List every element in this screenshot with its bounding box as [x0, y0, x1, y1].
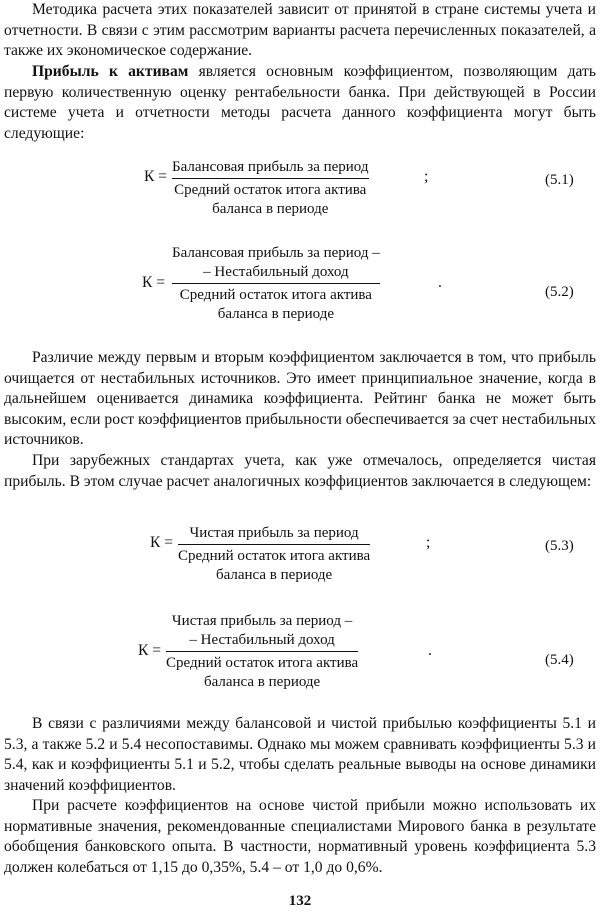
equation-number: (5.4)	[545, 652, 574, 668]
formula-k-label: К =	[144, 168, 168, 185]
fraction	[172, 244, 380, 324]
fraction	[172, 158, 369, 219]
fraction	[166, 612, 358, 692]
denominator-line1: Средний остаток итога актива	[178, 548, 371, 564]
term-profit-to-assets: Прибыль к активам	[32, 63, 189, 80]
formula-k-label: К =	[142, 274, 166, 291]
paragraph-difference: Различие между первым и вторым коэффициентом заключается в том, что прибыль очищается от нестабильных источников. Это имеет принципиальное значение, когда в дальнейшем оценивается динамика коэффициента. Рейтинг банка не может быть высоким, если рост коэффициентов прибыльности обеспечивается за счет нестабильных источников.	[4, 349, 596, 449]
denominator-line1: Средний остаток итога актива	[166, 655, 359, 671]
equation-number: (5.2)	[545, 284, 574, 300]
numerator: Балансовая прибыль за период	[172, 158, 369, 179]
denominator-line1: Средний остаток итога актива	[179, 287, 372, 303]
page-number: 132	[288, 893, 312, 909]
equation-number: (5.1)	[545, 172, 574, 188]
paragraph-intro: Методика расчета этих показателей зависит от принятой в стране системы учета и отчетности. В связи с этим рассмотрим варианты расчета перечисленных показателей, а также их экономическое содержание.	[4, 1, 596, 60]
denominator-line2: баланса в периоде	[203, 674, 321, 690]
formula-punctuation: ;	[426, 534, 431, 551]
formula-punctuation: .	[438, 274, 442, 291]
fraction	[178, 524, 370, 585]
denominator-line2: баланса в периоде	[217, 306, 334, 322]
paragraph-normatives: При расчете коэффициентов на основе чистой прибыли можно использовать их нормативные значения, рекомендованные специалистами Мирового банка в результате обобщения банковского опыта. В частности, нормативный уровень коэффициента 5.3 должен колебаться от 1,15 до 0,35%, 5.4 – от 1,0 до 0,6%.	[4, 797, 596, 876]
equation-number: (5.3)	[545, 538, 574, 554]
formula-punctuation: ;	[424, 168, 429, 185]
formula-punctuation: .	[428, 642, 432, 659]
paragraph-foreign-standards: При зарубежных стандартах учета, как уже отмечалось, определяется чистая прибыль. В этом случае расчет аналогичных коэффициентов заключается в следующем:	[4, 452, 596, 490]
paragraph-profit-to-assets	[4, 62, 596, 144]
paragraph-profit-to-assets-text: является основным коэффициентом, позволяющим дать первую количественную оценку рентабельности банка. При действующей в России системе учета и отчетности методы расчета данного коэффициента могут быть следующие:	[4, 63, 596, 142]
denominator-line2: баланса в периоде	[215, 567, 333, 583]
numerator-line1: Балансовая прибыль за период –	[172, 245, 380, 261]
numerator-line2: – Нестабильный доход	[166, 631, 358, 652]
denominator-line2: баланса в периоде	[212, 201, 329, 217]
denominator-line1: Средний остаток итога актива	[174, 182, 367, 198]
formula-k-label: К =	[138, 642, 162, 659]
numerator-line2: – Нестабильный доход	[172, 263, 380, 284]
formula-k-label: К =	[150, 534, 174, 551]
numerator-line1: Чистая прибыль за период –	[171, 613, 353, 629]
paragraph-comparison: В связи с различиями между балансовой и чистой прибылью коэффициенты 5.1 и 5.3, а также 5.2 и 5.4 несопоставимы. Однако мы можем сравнивать коэффициенты 5.3 и 5.4, как и коэффициенты 5.1 и 5.2, чтобы сделать реальные выводы на основе динамики значений коэффициентов.	[4, 715, 596, 794]
numerator: Чистая прибыль за период	[178, 524, 370, 545]
